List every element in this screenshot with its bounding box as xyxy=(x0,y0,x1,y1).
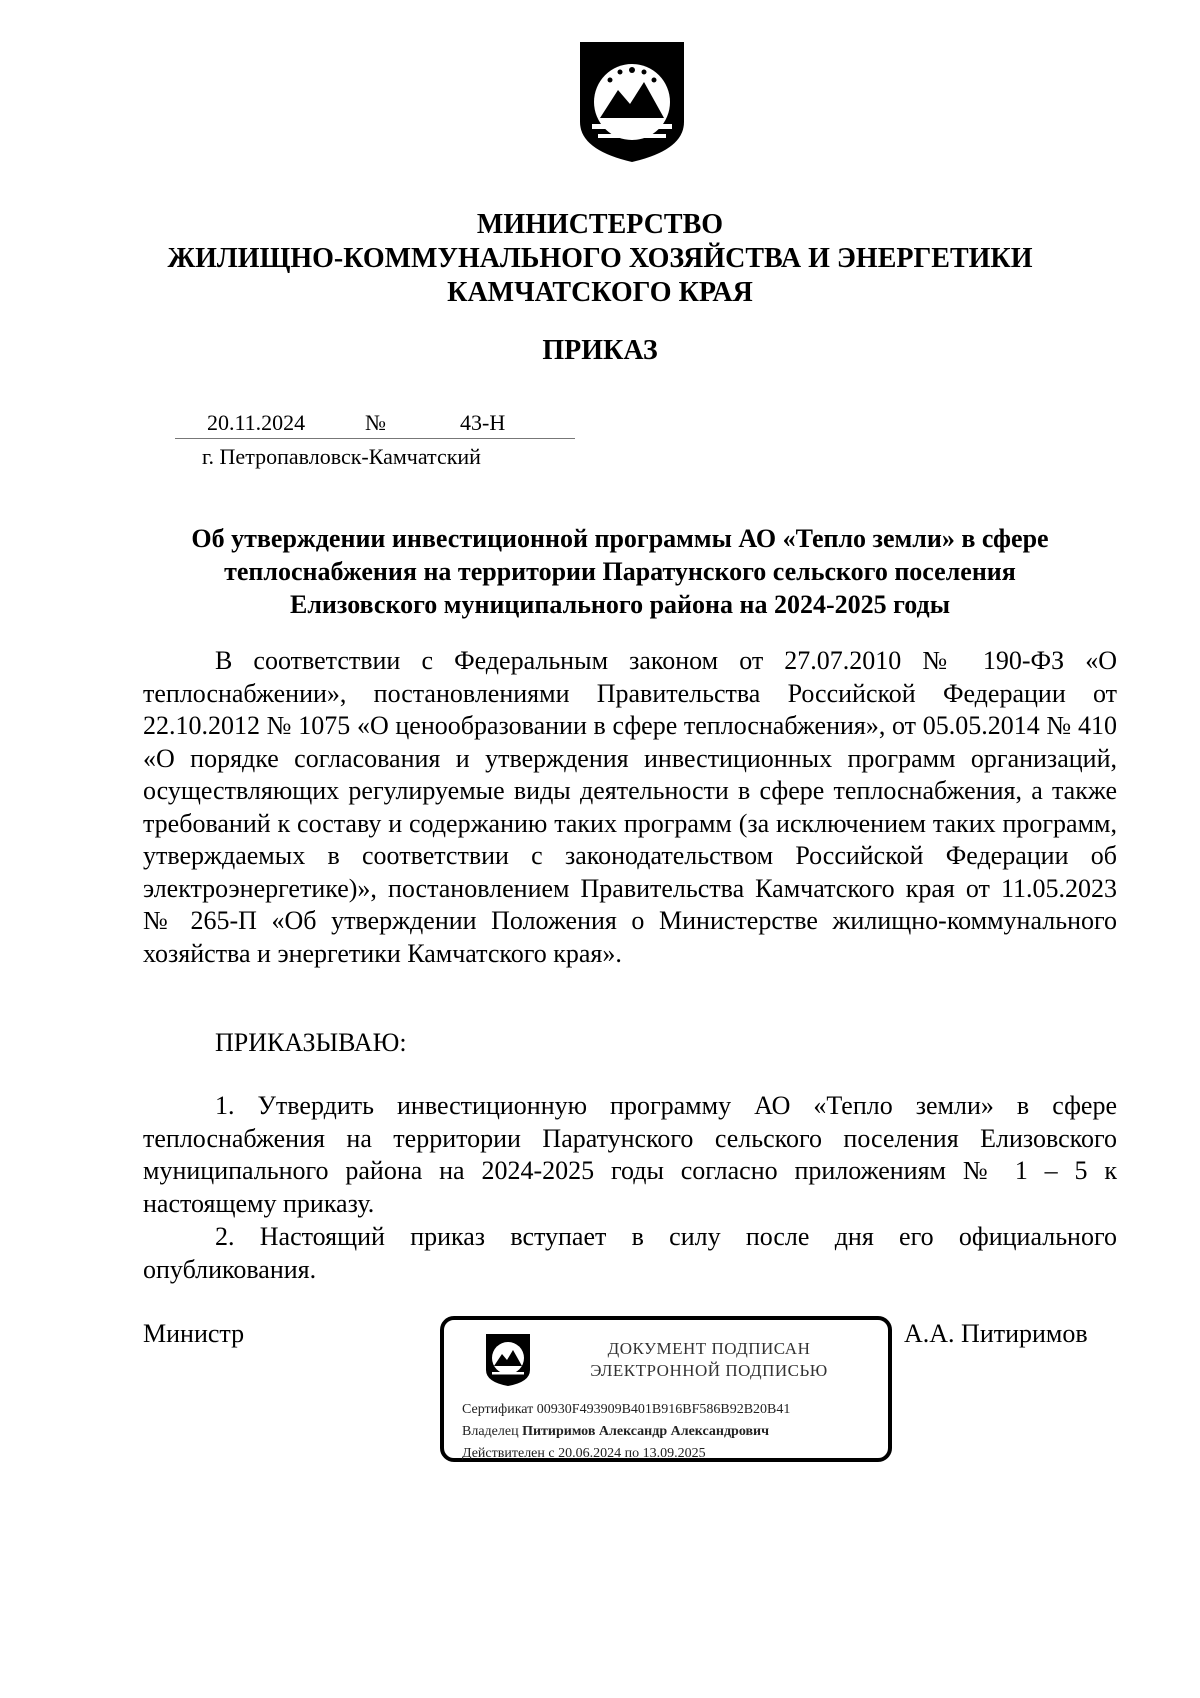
stamp-heading-line: ЭЛЕКТРОННОЙ ПОДПИСЬЮ xyxy=(590,1361,828,1380)
subject-line: Об утверждении инвестиционной программы АО «Тепло земли» в сфере xyxy=(191,524,1049,553)
valid-to-label: по xyxy=(624,1446,640,1461)
org-line: МИНИСТЕРСТВО xyxy=(476,209,724,240)
document-subject xyxy=(140,522,1100,621)
organization-name xyxy=(0,208,1200,310)
number-sign: № xyxy=(365,410,386,435)
item-paragraph-2: 2. Настоящий приказ вступает в силу после дня его официального опубликования. xyxy=(143,1222,1117,1284)
owner-value: Питиримов Александр Александрович xyxy=(522,1424,769,1439)
preamble-paragraph: В соответствии с Федеральным законом от 27.07.2010 № 190-ФЗ «О теплоснабжении», постановлениями Правительства Российской Федерации от 22.10.2012 № 1075 «О ценообразовании в сфере теплоснабжения», от 05.05.2014 № 410 «О порядке согласования и утверждения инвестиционных программ организаций, осуществляющих регулируемые виды деятельности в сфере теплоснабжения, а также требований к составу и содержанию таких программ (за исключением таких программ, утверждаемых в соответствии с законодательством Российской Федерации об электроэнергетике)», постановлением Правительства Камчатского края от 11.05.2023 № 265-П «Об утверждении Положения о Министерстве жилищно-коммунального хозяйства и энергетики Камчатского края». xyxy=(143,646,1117,968)
org-line: ЖИЛИЩНО-КОММУНАЛЬНОГО ХОЗЯЙСТВА И ЭНЕРГЕТИКИ xyxy=(167,243,1033,274)
document-meta xyxy=(175,408,575,469)
valid-from: 20.06.2024 xyxy=(558,1446,622,1461)
document-type: ПРИКАЗ xyxy=(542,335,658,366)
certificate-label: Сертификат xyxy=(462,1402,534,1417)
subject-line: теплоснабжения на территории Паратунского сельского поселения xyxy=(224,557,1016,586)
stamp-owner xyxy=(462,1424,769,1440)
document-city: г. Петропавловск-Камчатский xyxy=(202,444,481,469)
coat-of-arms-icon xyxy=(578,40,686,164)
electronic-signature-stamp xyxy=(440,1316,892,1462)
valid-label: Действителен с xyxy=(462,1446,555,1461)
subject-line: Елизовского муниципального района на 2024-2025 годы xyxy=(290,590,950,619)
stamp-validity xyxy=(462,1446,706,1462)
owner-label: Владелец xyxy=(462,1424,519,1439)
stamp-heading-line: ДОКУМЕНТ ПОДПИСАН xyxy=(607,1339,811,1358)
org-line: КАМЧАТСКОГО КРАЯ xyxy=(447,277,753,308)
item-paragraph-1: 1. Утвердить инвестиционную программу АО «Тепло земли» в сфере теплоснабжения на территории Паратунского сельского поселения Елизовского муниципального района на 2024-2025 годы согласно приложениям № 1 – 5 к настоящему приказу. xyxy=(143,1091,1117,1218)
certificate-value: 00930F493909B401B916BF586B92B20B41 xyxy=(536,1402,791,1417)
decree-word: ПРИКАЗЫВАЮ: xyxy=(215,1028,407,1057)
valid-to: 13.09.2025 xyxy=(642,1446,706,1461)
signatory-title: Министр xyxy=(143,1319,245,1348)
document-number: 43-Н xyxy=(460,410,506,435)
stamp-certificate xyxy=(462,1402,790,1418)
date-number-line xyxy=(175,408,575,439)
document-date: 20.11.2024 xyxy=(207,410,306,435)
coat-of-arms-icon xyxy=(484,1332,532,1388)
stamp-heading xyxy=(544,1338,874,1382)
signatory-name: А.А. Питиримов xyxy=(904,1319,1088,1348)
